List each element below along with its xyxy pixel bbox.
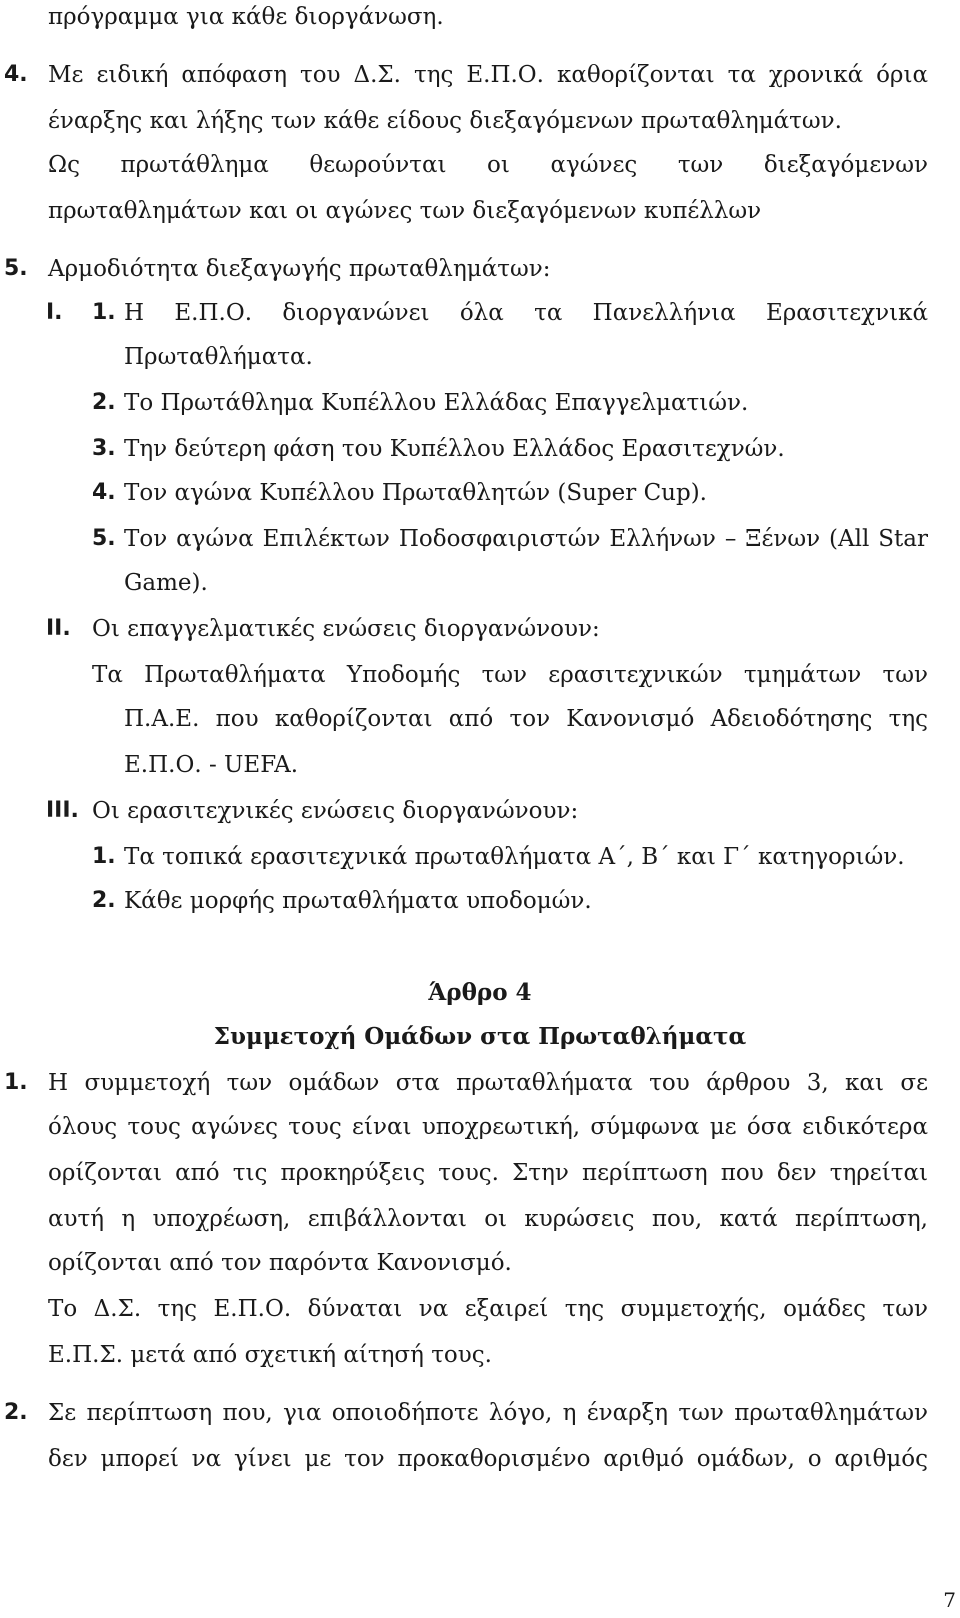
text-line: όλους τους αγώνες τους είναι υποχρεωτική, σύμφωνα με όσα ειδικότερα xyxy=(48,1114,928,1140)
text-line: Τα τοπικά ερασιτεχνικά πρωταθλήματα Α΄, Β΄ και Γ΄ κατηγοριών. xyxy=(124,844,905,870)
text-line: Ως πρωτάθλημα θεωρούνται οι αγώνες των διεξαγόμενων xyxy=(48,152,928,178)
roman-numeral: ΙΙ. xyxy=(46,616,71,641)
item-number: 3. xyxy=(92,436,116,461)
text-line: Σε περίπτωση που, για οποιοδήποτε λόγο, η έναρξη των πρωταθλημάτων xyxy=(48,1400,928,1426)
text-line: πρωταθλημάτων και οι αγώνες των διεξαγόμενων κυπέλλων xyxy=(48,198,762,224)
text-line: Το Δ.Σ. της Ε.Π.Ο. δύναται να εξαιρεί της συμμετοχής, ομάδες των xyxy=(48,1296,928,1322)
item-number: 4. xyxy=(4,62,28,87)
page-number: 7 xyxy=(943,1588,956,1612)
text-line: Π.Α.Ε. που καθορίζονται από τον Κανονισμό Αδειοδότησης της xyxy=(124,706,928,732)
roman-numeral: Ι. xyxy=(46,300,63,325)
text-line: Την δεύτερη φάση του Κυπέλλου Ελλάδος Ερασιτεχνών. xyxy=(124,436,785,462)
text-line: Κάθε μορφής πρωταθλήματα υποδομών. xyxy=(124,888,592,914)
text-line: Η συμμετοχή των ομάδων στα πρωταθλήματα του άρθρου 3, και σε xyxy=(48,1070,928,1096)
roman-numeral: ΙΙΙ. xyxy=(46,798,79,823)
text-line: Το Πρωτάθλημα Κυπέλλου Ελλάδας Επαγγελματιών. xyxy=(124,390,749,416)
item-number: 2. xyxy=(92,390,116,415)
text-line: Πρωταθλήματα. xyxy=(124,344,313,370)
section-title: Αρμοδιότητα διεξαγωγής πρωταθλημάτων: xyxy=(48,256,551,282)
item-number: 1. xyxy=(92,300,116,325)
text-line: ορίζονται από τις προκηρύξεις τους. Στην περίπτωση που δεν τηρείται xyxy=(48,1160,928,1186)
item-number: 5. xyxy=(92,526,116,551)
text-line: Τα Πρωταθλήματα Υποδομής των ερασιτεχνικών τμημάτων των xyxy=(92,662,928,688)
text-line: ορίζονται από τον παρόντα Κανονισμό. xyxy=(48,1250,512,1276)
section-title: Οι επαγγελματικές ενώσεις διοργανώνουν: xyxy=(92,616,600,642)
item-number: 1. xyxy=(92,844,116,869)
article-subheading: Συμμετοχή Ομάδων στα Πρωταθλήματα xyxy=(213,1023,747,1050)
text-line: πρόγραμμα για κάθε διοργάνωση. xyxy=(48,4,444,30)
text-line: Με ειδική απόφαση του Δ.Σ. της Ε.Π.Ο. καθορίζονται τα χρονικά όρια xyxy=(48,62,928,88)
article-heading: Άρθρο 4 xyxy=(428,979,532,1006)
item-number: 2. xyxy=(92,888,116,913)
text-line: Ε.Π.Σ. μετά από σχετική αίτησή τους. xyxy=(48,1342,492,1368)
text-line: Η Ε.Π.Ο. διοργανώνει όλα τα Πανελλήνια Ερασιτεχνικά xyxy=(124,300,928,326)
text-line: Τον αγώνα Κυπέλλου Πρωταθλητών (Super Cup). xyxy=(124,480,707,506)
text-line: δεν μπορεί να γίνει με τον προκαθορισμένο αριθμό ομάδων, ο αριθμός xyxy=(48,1446,928,1472)
item-number: 4. xyxy=(92,480,116,505)
item-number: 1. xyxy=(4,1070,28,1095)
text-line: Game). xyxy=(124,570,208,596)
item-number: 2. xyxy=(4,1400,28,1425)
section-title: Οι ερασιτεχνικές ενώσεις διοργανώνουν: xyxy=(92,798,579,824)
text-line: Τον αγώνα Επιλέκτων Ποδοσφαιριστών Ελλήνων – Ξένων (All Star xyxy=(124,526,928,552)
text-line: αυτή η υποχρέωση, επιβάλλονται οι κυρώσεις που, κατά περίπτωση, xyxy=(48,1206,928,1232)
text-line: Ε.Π.Ο. - UEFA. xyxy=(124,752,299,778)
item-number: 5. xyxy=(4,256,28,281)
text-line: έναρξης και λήξης των κάθε είδους διεξαγόμενων πρωταθλημάτων. xyxy=(48,108,842,134)
